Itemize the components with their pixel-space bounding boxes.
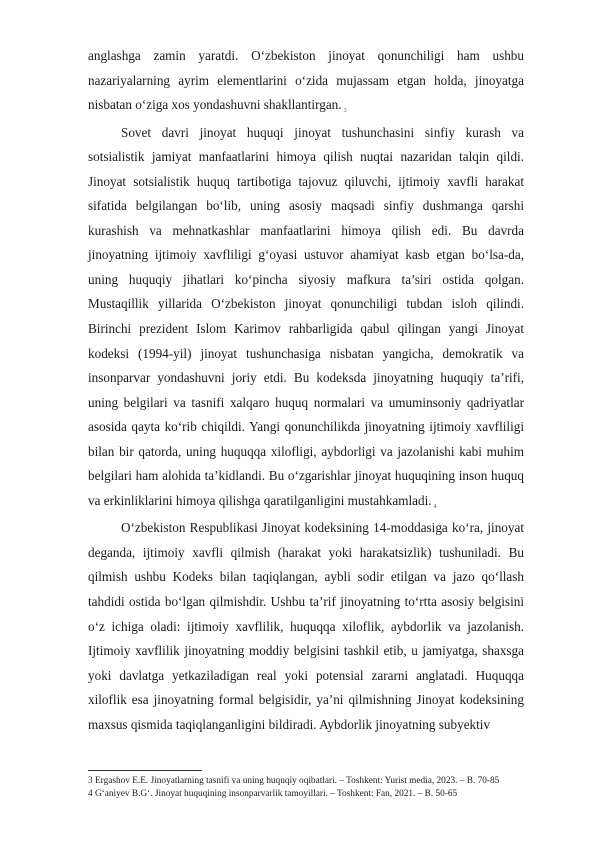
footnote-3: 3 Ergashov E.E. Jinoyatlarning tasnifi va uning huquqiy oqibatlari. – Toshkent: Yurist media, 2023. – B. 70-85 bbox=[88, 776, 500, 786]
paragraph-3 bbox=[88, 516, 524, 737]
footnote-ref-4[interactable]: 4 bbox=[433, 503, 437, 510]
footnote-separator bbox=[88, 770, 202, 771]
paragraph-2-text: Sovet davri jinoyat huquqi jinoyat tushunchasini sinfiy kurash va sotsialistik jamiyat manfaatlarini himoya qilish nuqtai nazaridan talqin qildi. Jinoyat sotsialistik huquq tartibotiga tajovuz qiluvchi, ijtimoiy xavfli harakat sifatida belgilangan bo‘lib, uning asosiy maqsadi sinfiy dushmanga qarshi kurashish va mehnatkashlar manfaatlarini himoya qilish edi. Bu davrda jinoyatning ijtimoiy xavfliligi g‘oyasi ustuvor ahamiyat kasb etgan bo‘lsa-da, uning huquqiy jihatlari ko‘pincha siyosiy mafkura ta’siri ostida qolgan. Mustaqillik yillarida O‘zbekiston jinoyat qonunchiligi tubdan isloh qilindi. Birinchi prezident Islom Karimov rahbarligida qabul qilingan yangi Jinoyat kodeksi (1994-yil) jinoyat tushunchasiga nisbatan yangicha, demokratik va insonparvar yondashuvni joriy etdi. Bu kodeksda jinoyatning huquqiy ta’rifi, uning belgilari va tasnifi xalqaro huquq normalari va umuminsoniy qadriyatlar asosida qayta ko‘rib chiqildi. Yangi qonunchilikda jinoyatning ijtimoiy xavfliligi bilan bir qatorda, uning huquqqa xilofligi, aybdorligi va jazolanishi kabi muhim belgilari ham alohida ta’kidlandi. Bu o‘zgarishlar jinoyat huquqining inson huquq va erkinliklarini himoya qilishga qaratilganligini mustahkamladi. bbox=[88, 124, 524, 508]
footnotes bbox=[88, 775, 524, 802]
paragraph-1 bbox=[88, 44, 524, 121]
body-text bbox=[88, 44, 524, 737]
paragraph-3-text: O‘zbekiston Respublikasi Jinoyat kodeksining 14-moddasiga ko‘ra, jinoyat deganda, ijtimoiy xavfli qilmish (harakat yoki harakatsizlik) tushuniladi. Bu qilmish ushbu Kodeks bilan taqiqlangan, aybli sodir etilgan va jazo qo‘llash tahdidi ostida bo‘lgan qilmishdir. Ushbu ta’rif jinoyatning to‘rtta asosiy belgisini o‘z ichiga oladi: ijtimoiy xavflilik, huquqqa xiloflik, aybdorlik va jazolanish. Ijtimoiy xavflilik jinoyatning moddiy belgisini tashkil etib, u jamiyatga, shaxsga yoki davlatga yetkaziladigan real yoki potensial zararni anglatadi. Huquqqa xiloflik esa jinoyatning formal belgisidir, ya’ni qilmishning Jinoyat kodeksining maxsus qismida taqiqlanganligini bildiradi. Aybdorlik jinoyatning subyektiv bbox=[88, 520, 524, 732]
paragraph-2 bbox=[88, 121, 524, 517]
footnote-4: 4 G‘aniyev B.G‘. Jinoyat huquqining insonparvarlik tamoyillari. – Toshkent: Fan, 2021. – B. 50-65 bbox=[88, 789, 458, 800]
footnote-ref-3[interactable]: 3 bbox=[343, 108, 347, 115]
paragraph-1-text: anglashga zamin yaratdi. O‘zbekiston jinoyat qonunchiligi ham ushbu nazariyalarning ayrim elementlarini o‘zida mujassam etgan holda, jinoyatga nisbatan o‘ziga xos yondashuvni shakllantirgan. bbox=[88, 48, 524, 113]
